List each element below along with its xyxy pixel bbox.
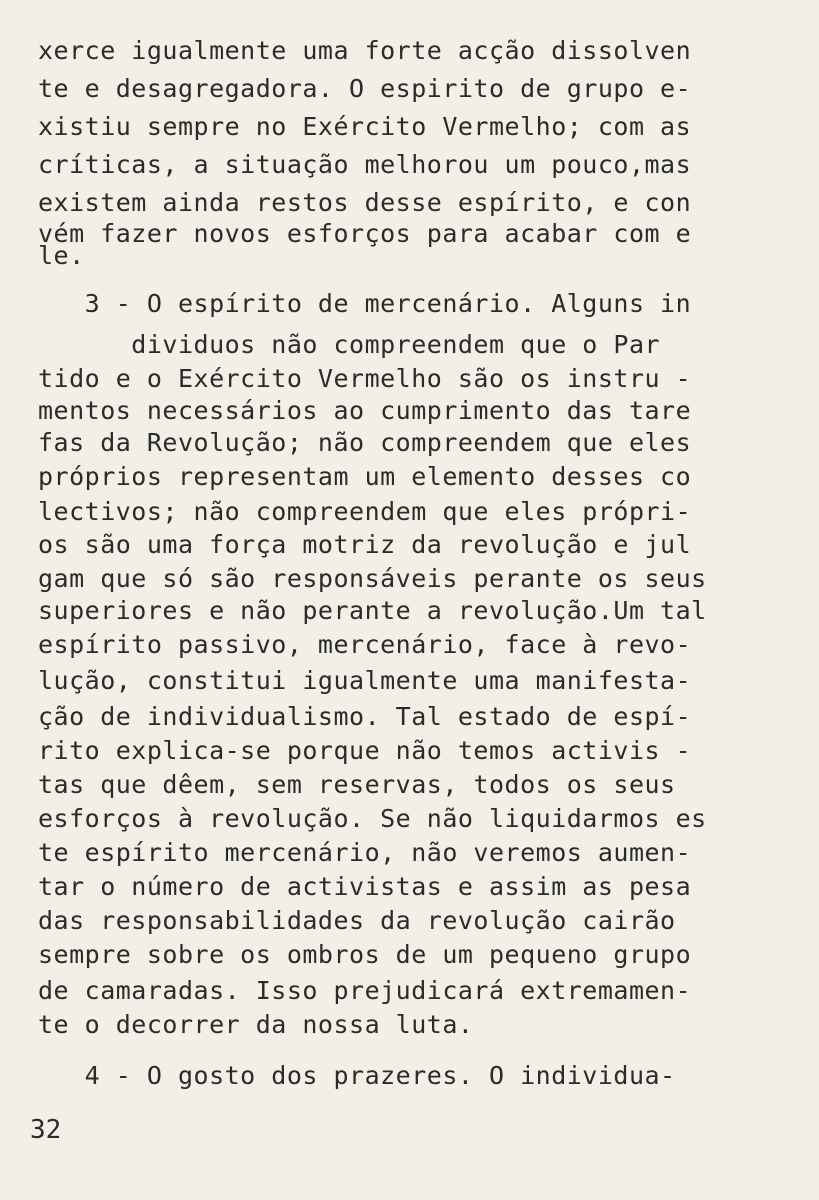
- text-line-27: sempre sobre os ombros de um pequeno grupo: [38, 940, 692, 969]
- text-line-2: te e desagregadora. O espirito de grupo e-: [38, 74, 692, 103]
- text-line-26: das responsabilidades da revolução cairão: [38, 906, 676, 935]
- text-line-21: rito explica-se porque não temos activis -: [38, 736, 692, 765]
- text-line-22: tas que dêem, sem reservas, todos os seus: [38, 770, 676, 799]
- text-line-11: mentos necessários ao cumprimento das tare: [38, 396, 692, 425]
- text-line-15: os são uma força motriz da revolução e jul: [38, 530, 692, 559]
- text-line-8: 3 - O espírito de mercenário. Alguns in: [38, 289, 692, 318]
- text-line-28: de camaradas. Isso prejudicará extremamen-: [38, 976, 692, 1005]
- text-line-14: lectivos; não compreendem que eles própri-: [38, 497, 692, 526]
- text-line-25: tar o número de activistas e assim as pesa: [38, 872, 692, 901]
- text-line-5: existem ainda restos desse espírito, e con: [38, 188, 692, 217]
- text-line-1: xerce igualmente uma forte acção dissolven: [38, 36, 692, 65]
- text-line-23: esforços à revolução. Se não liquidarmos es: [38, 804, 707, 833]
- text-line-19: lução, constitui igualmente uma manifesta-: [38, 666, 692, 695]
- text-line-3: xistiu sempre no Exército Vermelho; com as: [38, 112, 692, 141]
- text-line-17: superiores e não perante a revolução.Um tal: [38, 596, 707, 625]
- text-line-6: vém fazer novos esforços para acabar com e: [38, 219, 692, 248]
- text-line-16: gam que só são responsáveis perante os seus: [38, 564, 707, 593]
- text-line-12: fas da Revolução; não compreendem que eles: [38, 428, 692, 457]
- text-line-9: dividuos não compreendem que o Par: [38, 330, 661, 359]
- text-line-30: 4 - O gosto dos prazeres. O individua-: [38, 1061, 676, 1090]
- text-line-13: próprios representam um elemento desses co: [38, 462, 692, 491]
- text-line-4: críticas, a situação melhorou um pouco,mas: [38, 150, 692, 179]
- text-line-7: le.: [38, 241, 85, 270]
- text-line-24: te espírito mercenário, não veremos aumen-: [38, 838, 692, 867]
- text-line-18: espírito passivo, mercenário, face à revo-: [38, 630, 692, 659]
- text-line-10: tido e o Exército Vermelho são os instru -: [38, 364, 692, 393]
- text-line-20: ção de individualismo. Tal estado de espí-: [38, 702, 692, 731]
- text-line-29: te o decorrer da nossa luta.: [38, 1010, 474, 1039]
- page-number: 32: [30, 1115, 62, 1145]
